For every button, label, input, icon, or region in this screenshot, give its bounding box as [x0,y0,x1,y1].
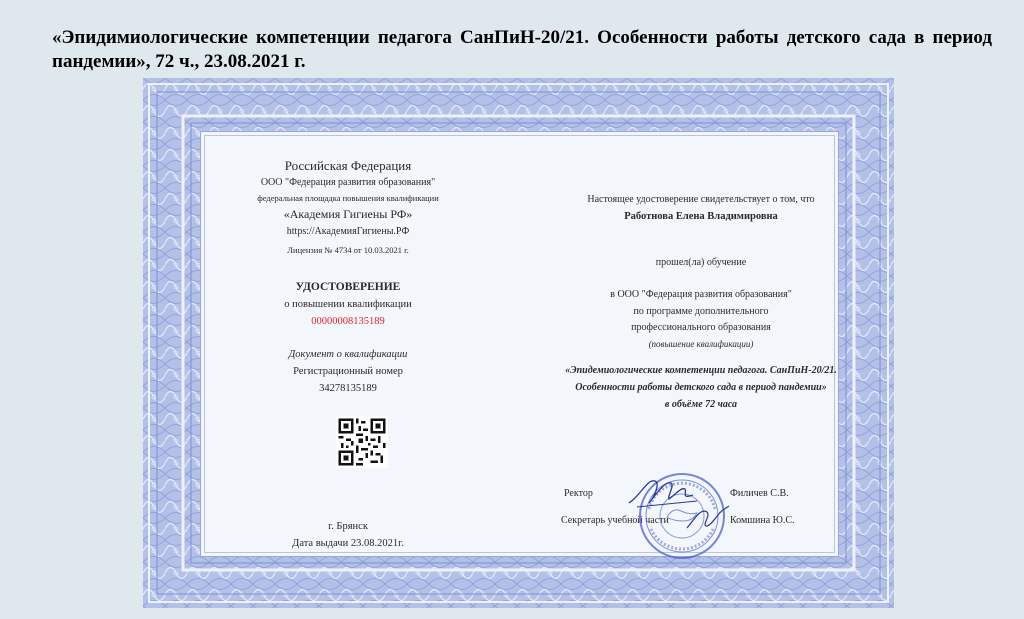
platform: федеральная площадка повышения квалификации [257,193,439,203]
certificate [143,78,894,608]
document-title: УДОСТОВЕРЕНИЕ [295,281,401,293]
secretary-signature [683,498,733,538]
academy-url: https://АкадемияГигиены.РФ [286,226,410,237]
page-heading: «Эпидимиологические компетенции педагога СанПиН-20/21. Особенности работы детского сада в период пандемии», 72 ч., 23.08.2021 г. [52,27,992,72]
registration-label: Регистрационный номер [293,366,403,377]
issue-date: Дата выдачи 23.08.2021г. [292,538,404,549]
document-subtitle: о повышении квалификации [284,299,412,310]
recipient-name: Работнова Елена Владимировна [624,211,778,222]
secretary-label: Секретарь учебной части [561,515,669,526]
license: Лицензия № 4734 от 10.03.2021 г. [287,245,409,255]
intro-text: Настоящее удостоверение свидетельствует о том, что [587,194,815,205]
course-hours: в объёме 72 часа [664,399,738,410]
program-line-1: по программе дополнительного [633,306,769,317]
registration-number: 34278135189 [319,383,377,394]
document-type: Документ о квалификации [288,349,408,360]
program-line-2: профессионального образования [631,322,771,333]
rector-name: Филичев С.В. [730,488,789,499]
program-kind: (повышение квалификации) [648,339,754,349]
course-line-1: «Эпидемиологические компетенции педагога. СанПиН-20/21. [565,365,837,376]
country: Российская Федерация [284,158,412,173]
organization: ООО "Федерация развития образования" [260,177,436,188]
rector-label: Ректор [564,488,593,499]
academy-name: «Академия Гигиены РФ» [283,207,413,221]
document-number: 00000008135189 [311,316,385,327]
city: г. Брянск [328,521,368,532]
org-line: в ООО "Федерация развития образования" [610,289,792,300]
passed-training: прошел(ла) обучение [655,257,747,268]
qr-code-icon [336,416,388,468]
course-line-2: Особенности работы детского сада в период пандемии» [575,382,827,393]
secretary-name: Комшина Ю.С. [730,515,795,526]
